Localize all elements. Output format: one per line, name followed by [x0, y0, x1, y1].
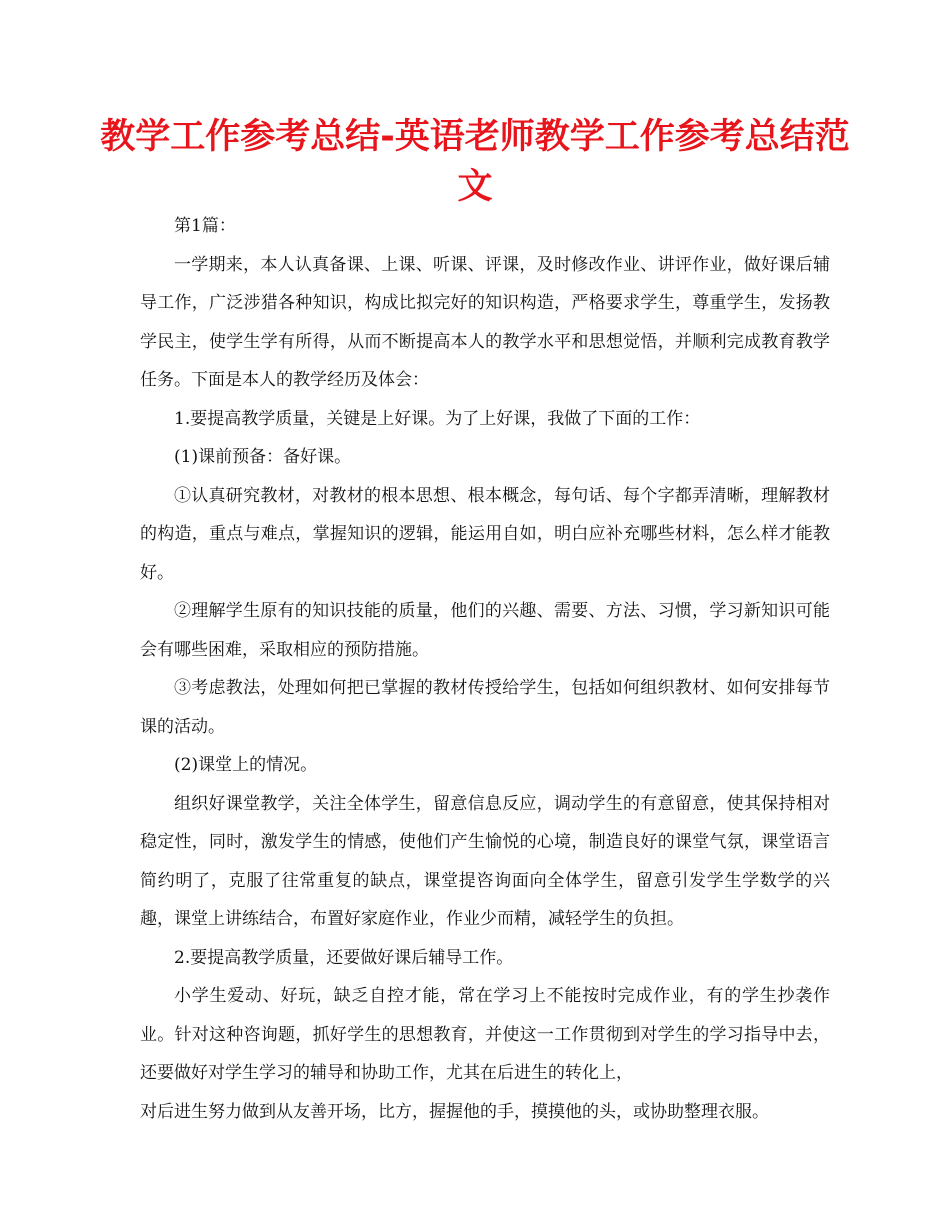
paragraph: ①认真研究教材，对教材的根本思想、根本概念，每句话、每个字都弄清晰，理解教材的构造，重点与难点，掌握知识的逻辑，能运用自如，明白应补充哪些材料，怎么样才能教好。 — [140, 485, 830, 583]
paragraph: 2.要提高教学质量，还要做好课后辅导工作。 — [174, 947, 514, 968]
paragraph: (2)课堂上的情况。 — [174, 755, 318, 775]
paragraph: ③考虑教法，处理如何把已掌握的教材传授给学生，包括如何组织教材、如何安排每节课的活动。 — [140, 678, 830, 737]
paragraph: 一学期来，本人认真备课、上课、听课、评课，及时修改作业、讲评作业，做好课后辅导工作，广泛涉猎各种知识，构成比拟完好的知识构造，严格要求学生，尊重学生，发扬教学民主，使学生学有所得，从而不断提高本人的教学水平和思想觉悟，并顺利完成教育教学任务。下面是本人的教学经历及体会： — [140, 254, 830, 390]
paragraph: 1.要提高教学质量，关键是上好课。为了上好课，我做了下面的工作： — [174, 408, 701, 429]
paragraph: ②理解学生原有的知识技能的质量，他们的兴趣、需要、方法、习惯，学习新知识可能会有哪些困难，采取相应的预防措施。 — [140, 601, 830, 660]
paragraph: 小学生爱动、好玩，缺乏自控才能，常在学习上不能按时完成作业，有的学生抄袭作业。针对这种咨询题，抓好学生的思想教育，并使这一工作贯彻到对学生的学习指导中去，还要做好对学生学习的辅导和协助工作，尤其在后进生的转化上， — [140, 986, 830, 1083]
paragraph: 组织好课堂教学，关注全体学生，留意信息反应，调动学生的有意留意，使其保持相对稳定性，同时，激发学生的情感，使他们产生愉悦的心境，制造良好的课堂气氛，课堂语言简约明了，克服了往常重复的缺点，课堂提咨询面向全体学生，留意引发学生学数学的兴趣，课堂上讲练结合，布置好家庭作业，作业少而精，减轻学生的负担。 — [140, 793, 830, 929]
paragraph: 对后进生努力做到从友善开场，比方，握握他的手，摸摸他的头，或协助整理衣服。 — [140, 1101, 769, 1122]
document-title: 教学工作参考总结-英语老师教学工作参考总结范文 — [100, 117, 850, 207]
paragraph: 第1篇： — [174, 216, 236, 236]
paragraph: (1)课前预备：备好课。 — [174, 447, 352, 467]
document-body — [140, 207, 830, 1131]
